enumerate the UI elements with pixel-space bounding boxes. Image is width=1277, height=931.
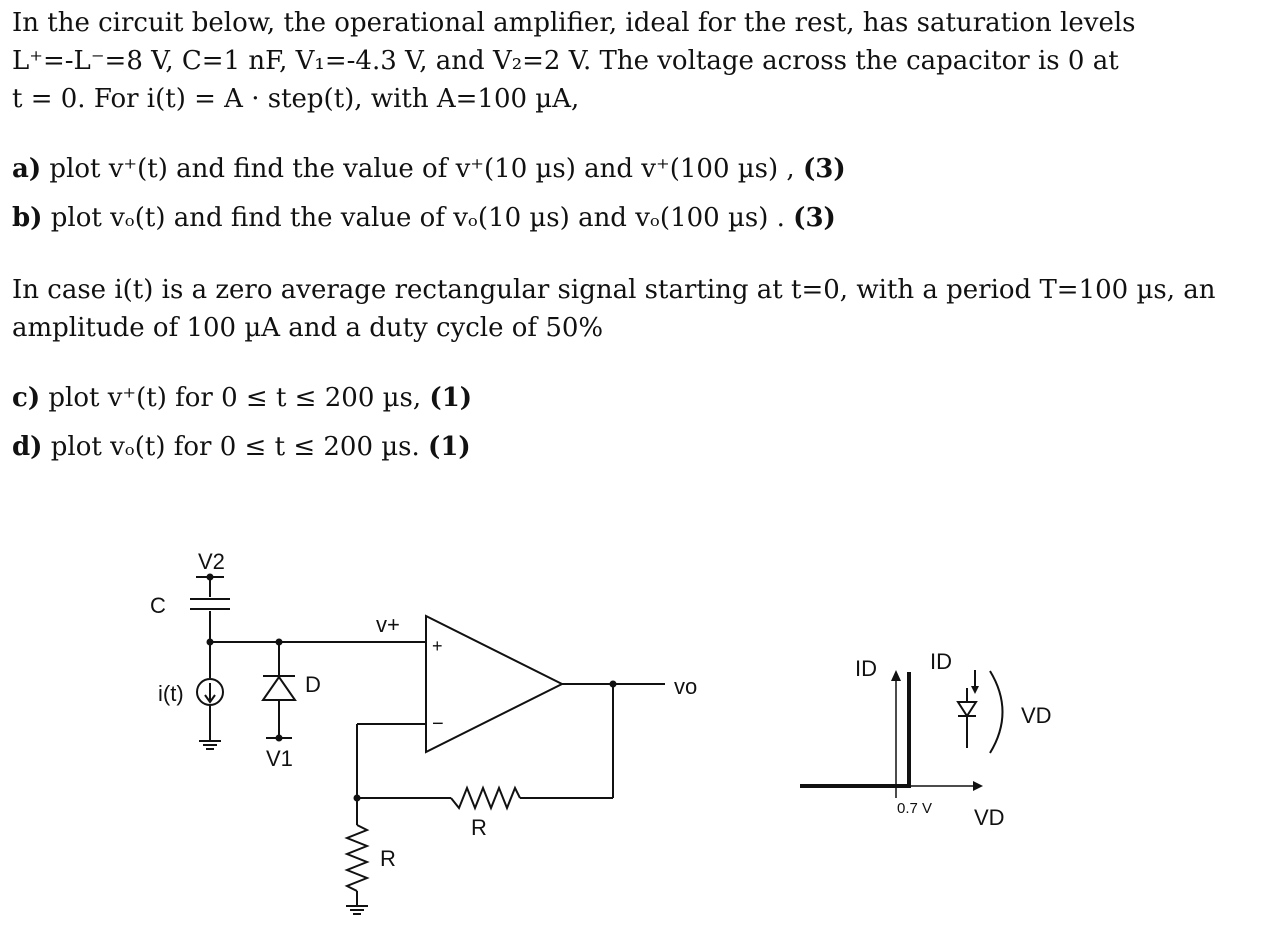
label-v2: V2 [198, 549, 225, 574]
char-id-axis-arrow [891, 670, 901, 681]
label-capacitor: C [150, 593, 166, 618]
question-a-label: a) [12, 154, 42, 184]
intro-line-2: L⁺=-L⁻=8 V, C=1 nF, V₁=-4.3 V, and V₂=2 V. The voltage across the capacitor is 0 at [12, 46, 1119, 76]
small-diode-current-arrow-head [971, 686, 979, 694]
case-line-2: amplitude of 100 µA and a duty cycle of 50% [12, 313, 604, 343]
case-line-1: In case i(t) is a zero average rectangular signal starting at t=0, with a period T=100 µs, an [12, 275, 1216, 305]
label-plus-input: + [432, 636, 443, 656]
question-d-points: (1) [428, 432, 471, 462]
question-c-points: (1) [429, 383, 473, 413]
intro-line-1: In the circuit below, the operational amplifier, ideal for the rest, has saturation levels [12, 8, 1136, 38]
label-vd-right: VD [1021, 703, 1052, 728]
diode-triangle [263, 677, 295, 700]
label-diode: D [305, 672, 321, 697]
label-vo: vo [674, 674, 698, 699]
label-threshold: 0.7 V [897, 800, 933, 817]
question-d-text: plot vₒ(t) for 0 ≤ t ≤ 200 µs. [50, 432, 429, 462]
question-c-text: plot v⁺(t) for 0 ≤ t ≤ 200 µs, [48, 383, 430, 413]
label-minus-input: − [432, 713, 444, 735]
question-c-label: c) [12, 383, 41, 413]
char-vd-axis-arrow [973, 781, 983, 791]
v1-node [277, 736, 282, 741]
resistor-feedback [451, 788, 520, 808]
resistor-ground [347, 825, 367, 891]
char-curve [800, 672, 909, 786]
label-v1: V1 [266, 746, 293, 771]
question-b-label: b) [12, 203, 43, 233]
question-a-points: (3) [802, 154, 846, 184]
opamp-triangle [426, 616, 562, 752]
small-diode-triangle [958, 702, 976, 716]
question-a-text: plot v⁺(t) and find the value of v⁺(10 µs) and v⁺(100 µs) , [49, 154, 803, 184]
label-r-ground: R [380, 846, 396, 871]
label-id-axis: ID [855, 656, 877, 681]
question-d-label: d) [12, 432, 43, 462]
label-r-feedback: R [471, 815, 487, 840]
label-vplus: v+ [376, 612, 400, 637]
label-vd-axis: VD [974, 805, 1005, 830]
intro-line-3: t = 0. For i(t) = A · step(t), with A=100 µA, [12, 84, 580, 114]
question-b-text: plot vₒ(t) and find the value of vₒ(10 µs) and vₒ(100 µs) . [50, 203, 794, 233]
vd-voltage-arc [990, 671, 1003, 753]
question-b-points: (3) [793, 203, 836, 233]
label-current-source: i(t) [158, 681, 184, 706]
label-id-small: ID [930, 649, 952, 674]
